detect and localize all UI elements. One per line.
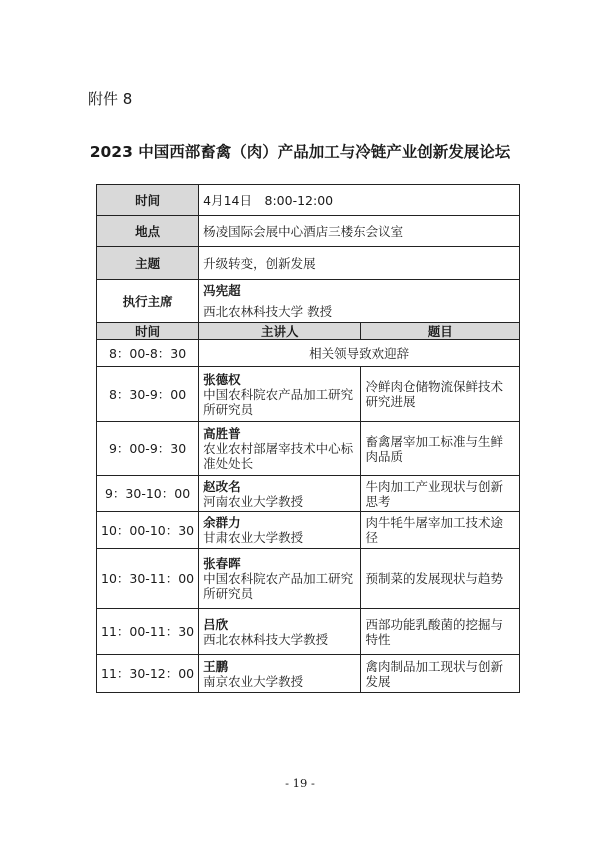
table-row <box>97 512 520 549</box>
speaker-affiliation: 中国农科院农产品加工研究所研究员 <box>203 386 354 417</box>
chair-row <box>97 280 520 323</box>
time-value: 4月14日 8:00-12:00 <box>199 185 520 216</box>
place-label: 地点 <box>97 216 199 247</box>
chair-name: 冯宪超 <box>203 283 241 298</box>
table-row <box>97 655 520 693</box>
theme-value: 升级转变，创新发展 <box>199 247 520 280</box>
schedule-table <box>96 184 520 693</box>
row-time: 8：30-9：00 <box>97 367 199 422</box>
speaker-name: 吕欣 <box>203 616 229 632</box>
theme-label: 主题 <box>97 247 199 280</box>
column-header-row <box>97 323 520 340</box>
row-time: 10：00-10：30 <box>97 512 199 549</box>
row-time: 9：00-9：30 <box>97 422 199 476</box>
speaker-name: 张春晖 <box>203 556 241 571</box>
row-time: 9：30-10：00 <box>97 476 199 512</box>
column-header-time: 时间 <box>97 323 199 340</box>
talk-topic: 肉牛牦牛屠宰加工技术途径 <box>361 512 520 549</box>
talk-topic: 西部功能乳酸菌的挖掘与特性 <box>361 609 520 655</box>
table-row <box>97 422 520 476</box>
talk-topic: 预制菜的发展现状与趋势 <box>361 549 520 609</box>
theme-row <box>97 247 520 280</box>
page-title: 2023 中国西部畜禽（肉）产品加工与冷链产业创新发展论坛 <box>89 143 511 161</box>
table-row <box>97 609 520 655</box>
speaker-affiliation: 南京农业大学教授 <box>203 673 304 689</box>
time-row <box>97 185 520 216</box>
opening-row <box>97 340 520 367</box>
chair-label: 执行主席 <box>97 280 199 323</box>
speaker-affiliation: 西北农林科技大学教授 <box>203 631 329 647</box>
row-time: 10：30-11：00 <box>97 549 199 609</box>
speaker-affiliation: 农业农村部屠宰技术中心标准处处长 <box>203 441 354 471</box>
talk-topic: 冷鲜肉仓储物流保鲜技术研究进展 <box>361 367 520 422</box>
column-header-speaker: 主讲人 <box>199 323 361 340</box>
time-label: 时间 <box>97 185 199 216</box>
speaker-name: 高胜普 <box>203 426 241 441</box>
row-time: 11：00-11：30 <box>97 609 199 655</box>
place-row <box>97 216 520 247</box>
chair-affiliation: 西北农林科技大学 教授 <box>203 304 333 319</box>
table-row <box>97 476 520 512</box>
talk-topic: 牛肉加工产业现状与创新思考 <box>361 476 520 512</box>
attachment-label: 附件 8 <box>88 90 133 108</box>
speaker-name: 余群力 <box>203 515 241 530</box>
speaker-name: 王鹏 <box>203 658 229 674</box>
speaker-affiliation: 甘肃农业大学教授 <box>203 530 304 545</box>
place-value: 杨凌国际会展中心酒店三楼东会议室 <box>199 216 520 247</box>
opening-text: 相关领导致欢迎辞 <box>199 340 520 367</box>
talk-topic: 畜禽屠宰加工标准与生鲜肉品质 <box>361 422 520 476</box>
speaker-name: 赵改名 <box>203 478 241 494</box>
table-row <box>97 367 520 422</box>
speaker-affiliation: 中国农科院农产品加工研究所研究员 <box>203 571 354 601</box>
talk-topic: 禽肉制品加工现状与创新发展 <box>361 655 520 693</box>
page-number: - 19 - <box>285 776 315 790</box>
column-header-topic: 题目 <box>361 323 520 340</box>
table-row <box>97 549 520 609</box>
speaker-name: 张德权 <box>203 371 241 387</box>
row-time: 11：30-12：00 <box>97 655 199 693</box>
speaker-affiliation: 河南农业大学教授 <box>203 493 304 509</box>
opening-time: 8：00-8：30 <box>97 340 199 367</box>
